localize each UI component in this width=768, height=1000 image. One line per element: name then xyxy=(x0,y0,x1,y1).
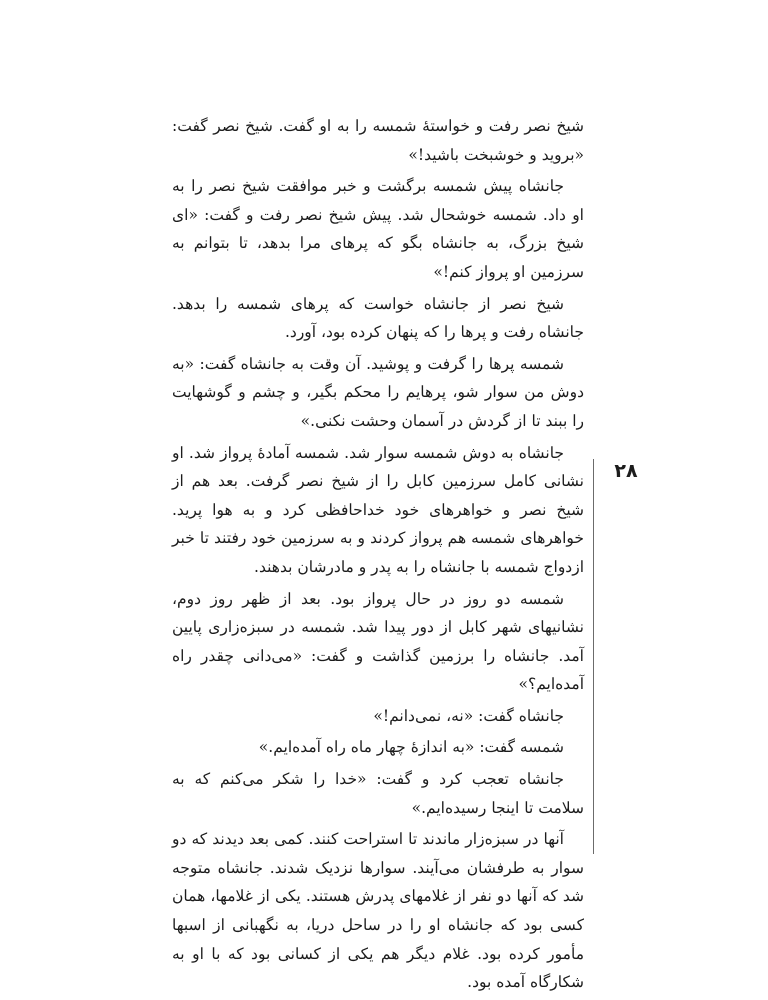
margin-rule-divider xyxy=(593,459,594,854)
paragraph: آنها در سبزه‌زار ماندند تا استراحت کنند. کمی بعد دیدند که دو سوار به طرفشان می‌آیند. سوارها نزدیک شدند. جانشاه متوجه شد که آنها دو نفر از غلامهای پدرش هستند. یکی از غلامها، همان کسی بود که جانشاه او را در ساحل دریا، به نگهبانی از اسبها مأمور کرده بود. غلام دیگر هم یکی از کسانی بود که با او به شکارگاه آمده بود. xyxy=(172,830,584,992)
paragraph: شیخ نصر رفت و خواستهٔ شمسه را به او گفت. شیخ نصر گفت: «بروید و خوشبخت باشید!» xyxy=(172,117,584,164)
paragraph: جانشاه پیش شمسه برگشت و خبر موافقت شیخ نصر را به او داد. شمسه خوشحال شد. پیش شیخ نصر رفت و گفت: «ای شیخ بزرگ، به جانشاه بگو که پرهای مرا بدهد، تا بتوانم به سرزمین او پرواز کنم!» xyxy=(172,177,584,281)
paragraph: شمسه گفت: «به اندازهٔ چهار ماه راه آمده‌ایم.» xyxy=(258,738,564,757)
paragraph: شیخ نصر از جانشاه خواست که پرهای شمسه را بدهد. جانشاه رفت و پرها را که پنهان کرده بود، آورد. xyxy=(172,294,584,342)
paragraph: شمسه پرها را گرفت و پوشید. آن وقت به جانشاه گفت: «به دوش من سوار شو، پرهایم را محکم بگیر، و چشم و گوشهایت را ببند تا از گردش در آسمان وحشت نکنی.» xyxy=(172,354,584,430)
paragraph: جانشاه تعجب کرد و گفت: «خدا را شکر می‌کنم که به سلامت تا اینجا رسیده‌ایم.» xyxy=(172,770,584,817)
paragraph: جانشاه گفت: «نه، نمی‌دانم!» xyxy=(373,706,564,725)
paragraph: جانشاه به دوش شمسه سوار شد. شمسه آمادهٔ پرواز شد. او نشانی کامل سرزمین کابل را از شیخ نصر گرفت. بعد هم از شیخ نصر و خواهرهای خود خداحافظی کرد و به هوا پرید. خواهرهای شمسه هم پرواز کردند و به سرزمین خود رفتند تا خبر ازدواج شمسه با جانشاه را به پدر و مادرشان بدهند. xyxy=(172,443,584,576)
paragraph: شمسه دو روز در حال پرواز بود. بعد از ظهر روز دوم، نشانیهای شهر کابل از دور پیدا شد. شمسه در سبزه‌زاری پایین آمد. جانشاه را برزمین گذاشت و گفت: «می‌دانی چقدر راه آمده‌ایم؟» xyxy=(172,589,584,694)
page-number: ۲۸ xyxy=(614,460,638,482)
page-body-text xyxy=(172,112,584,1000)
